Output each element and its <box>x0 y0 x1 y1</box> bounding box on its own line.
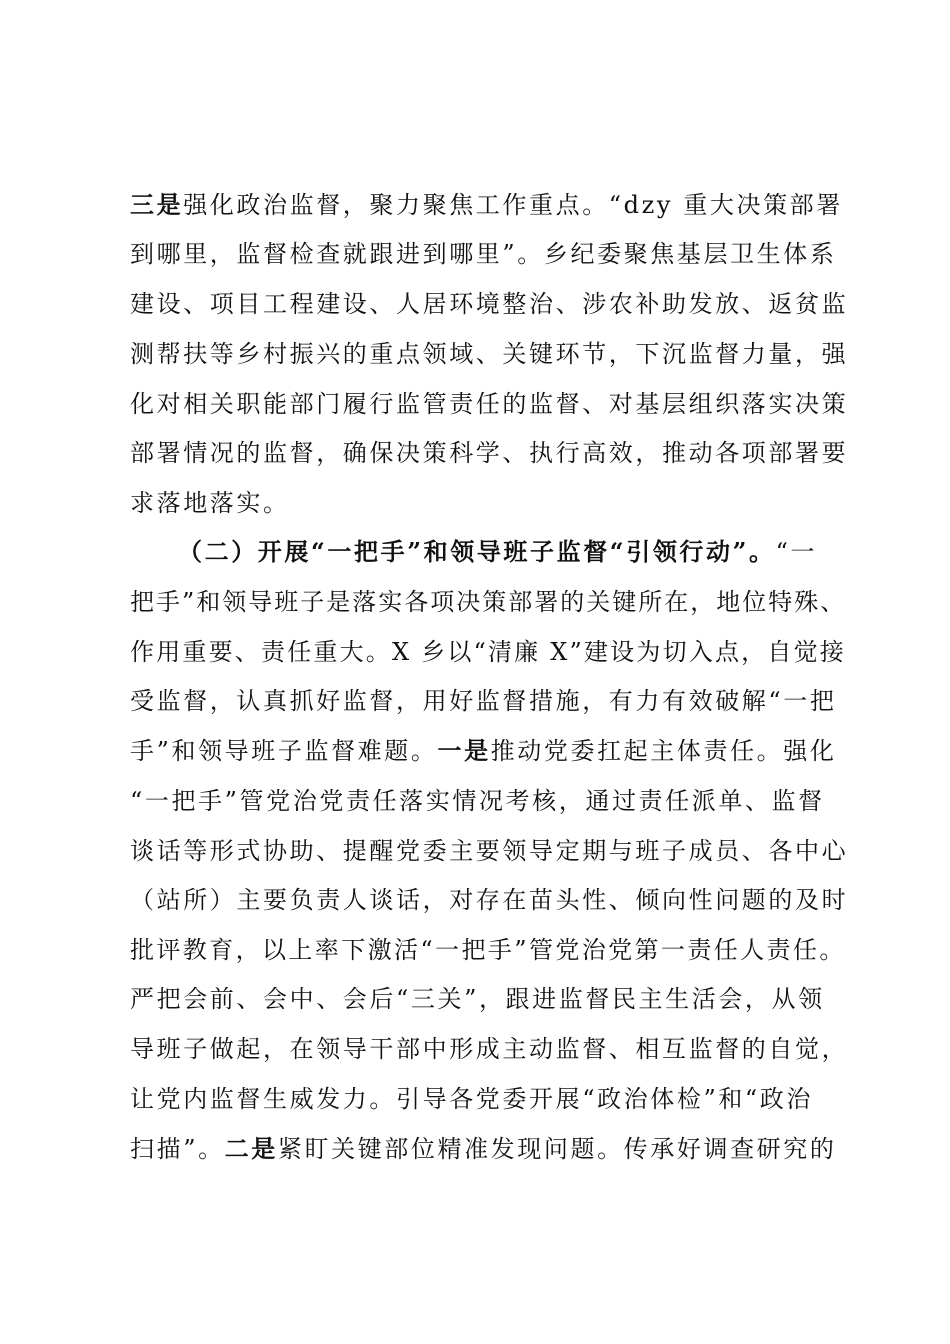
text-line <box>130 329 850 379</box>
text-line <box>130 379 850 429</box>
text-line <box>130 577 850 627</box>
line-text: 把手”和领导班子是落实各项决策部署的关键所在，地位特殊、 <box>130 588 847 616</box>
text-line <box>130 478 850 528</box>
line-text: “一把手”管党治党责任落实情况考核，通过责任派单、监督 <box>130 787 825 815</box>
text-line <box>130 826 850 876</box>
line-text: 建设、项目工程建设、人居环境整治、涉农补助发放、返贫监 <box>130 290 849 318</box>
text-line <box>130 1124 850 1174</box>
text-line <box>130 1024 850 1074</box>
text-line <box>130 875 850 925</box>
text-line <box>130 726 850 776</box>
line-text: 导班子做起，在领导干部中形成主动监督、相互监督的自觉， <box>130 1035 849 1063</box>
text-line <box>130 180 850 230</box>
text-line <box>130 279 850 329</box>
bold-lead: 二是 <box>224 1134 278 1163</box>
line-text: 紧盯关键部位精准发现问题。传承好调查研究的 <box>277 1135 837 1163</box>
line-text: 扫描”。 <box>130 1135 225 1163</box>
text-line <box>130 627 850 677</box>
text-line <box>130 1074 850 1124</box>
text-line <box>130 776 850 826</box>
section-heading: （二）开展“一把手”和领导班子监督“引领行动”。 <box>178 537 776 566</box>
bold-lead: 一是 <box>437 736 491 765</box>
line-text: 谈话等形式协助、提醒党委主要领导定期与班子成员、各中心 <box>130 837 849 865</box>
line-text: 受监督，认真抓好监督，用好监督措施，有力有效破解“一把 <box>130 687 837 715</box>
text-line <box>130 925 850 975</box>
line-text: 手”和领导班子监督难题。 <box>130 737 438 765</box>
section-heading-line <box>178 527 850 577</box>
line-text: 推动党委扛起主体责任。强化 <box>490 737 837 765</box>
text-line <box>130 428 850 478</box>
line-text: 化对相关职能部门履行监管责任的监督、对基层组织落实决策 <box>130 390 849 418</box>
text-line <box>130 229 850 279</box>
bold-lead: 三是 <box>130 190 184 219</box>
line-text: 部署情况的监督，确保决策科学、执行高效，推动各项部署要 <box>130 439 849 467</box>
line-text: 作用重要、责任重大。X 乡以“清廉 X”建设为切入点，自觉接 <box>130 638 846 666</box>
line-text: 让党内监督生威发力。引导各党委开展“政治体检”和“政治 <box>130 1085 814 1113</box>
line-text: 到哪里，监督检查就跟进到哪里”。乡纪委聚焦基层卫生体系 <box>130 240 837 268</box>
line-text: 测帮扶等乡村振兴的重点领域、关键环节，下沉监督力量，强 <box>130 340 849 368</box>
line-text: 严把会前、会中、会后“三关”，跟进监督民主生活会，从领 <box>130 985 825 1013</box>
line-text: （站所）主要负责人谈话，对存在苗头性、倾向性问题的及时 <box>130 886 849 914</box>
line-text: 求落地落实。 <box>130 489 290 517</box>
text-line <box>130 676 850 726</box>
line-text: “一 <box>775 538 818 566</box>
text-line <box>130 974 850 1024</box>
line-text: 批评教育，以上率下激活“一把手”管党治党第一责任人责任。 <box>130 936 846 964</box>
line-text: 强化政治监督，聚力聚焦工作重点。“dzy 重大决策部署 <box>183 191 843 219</box>
